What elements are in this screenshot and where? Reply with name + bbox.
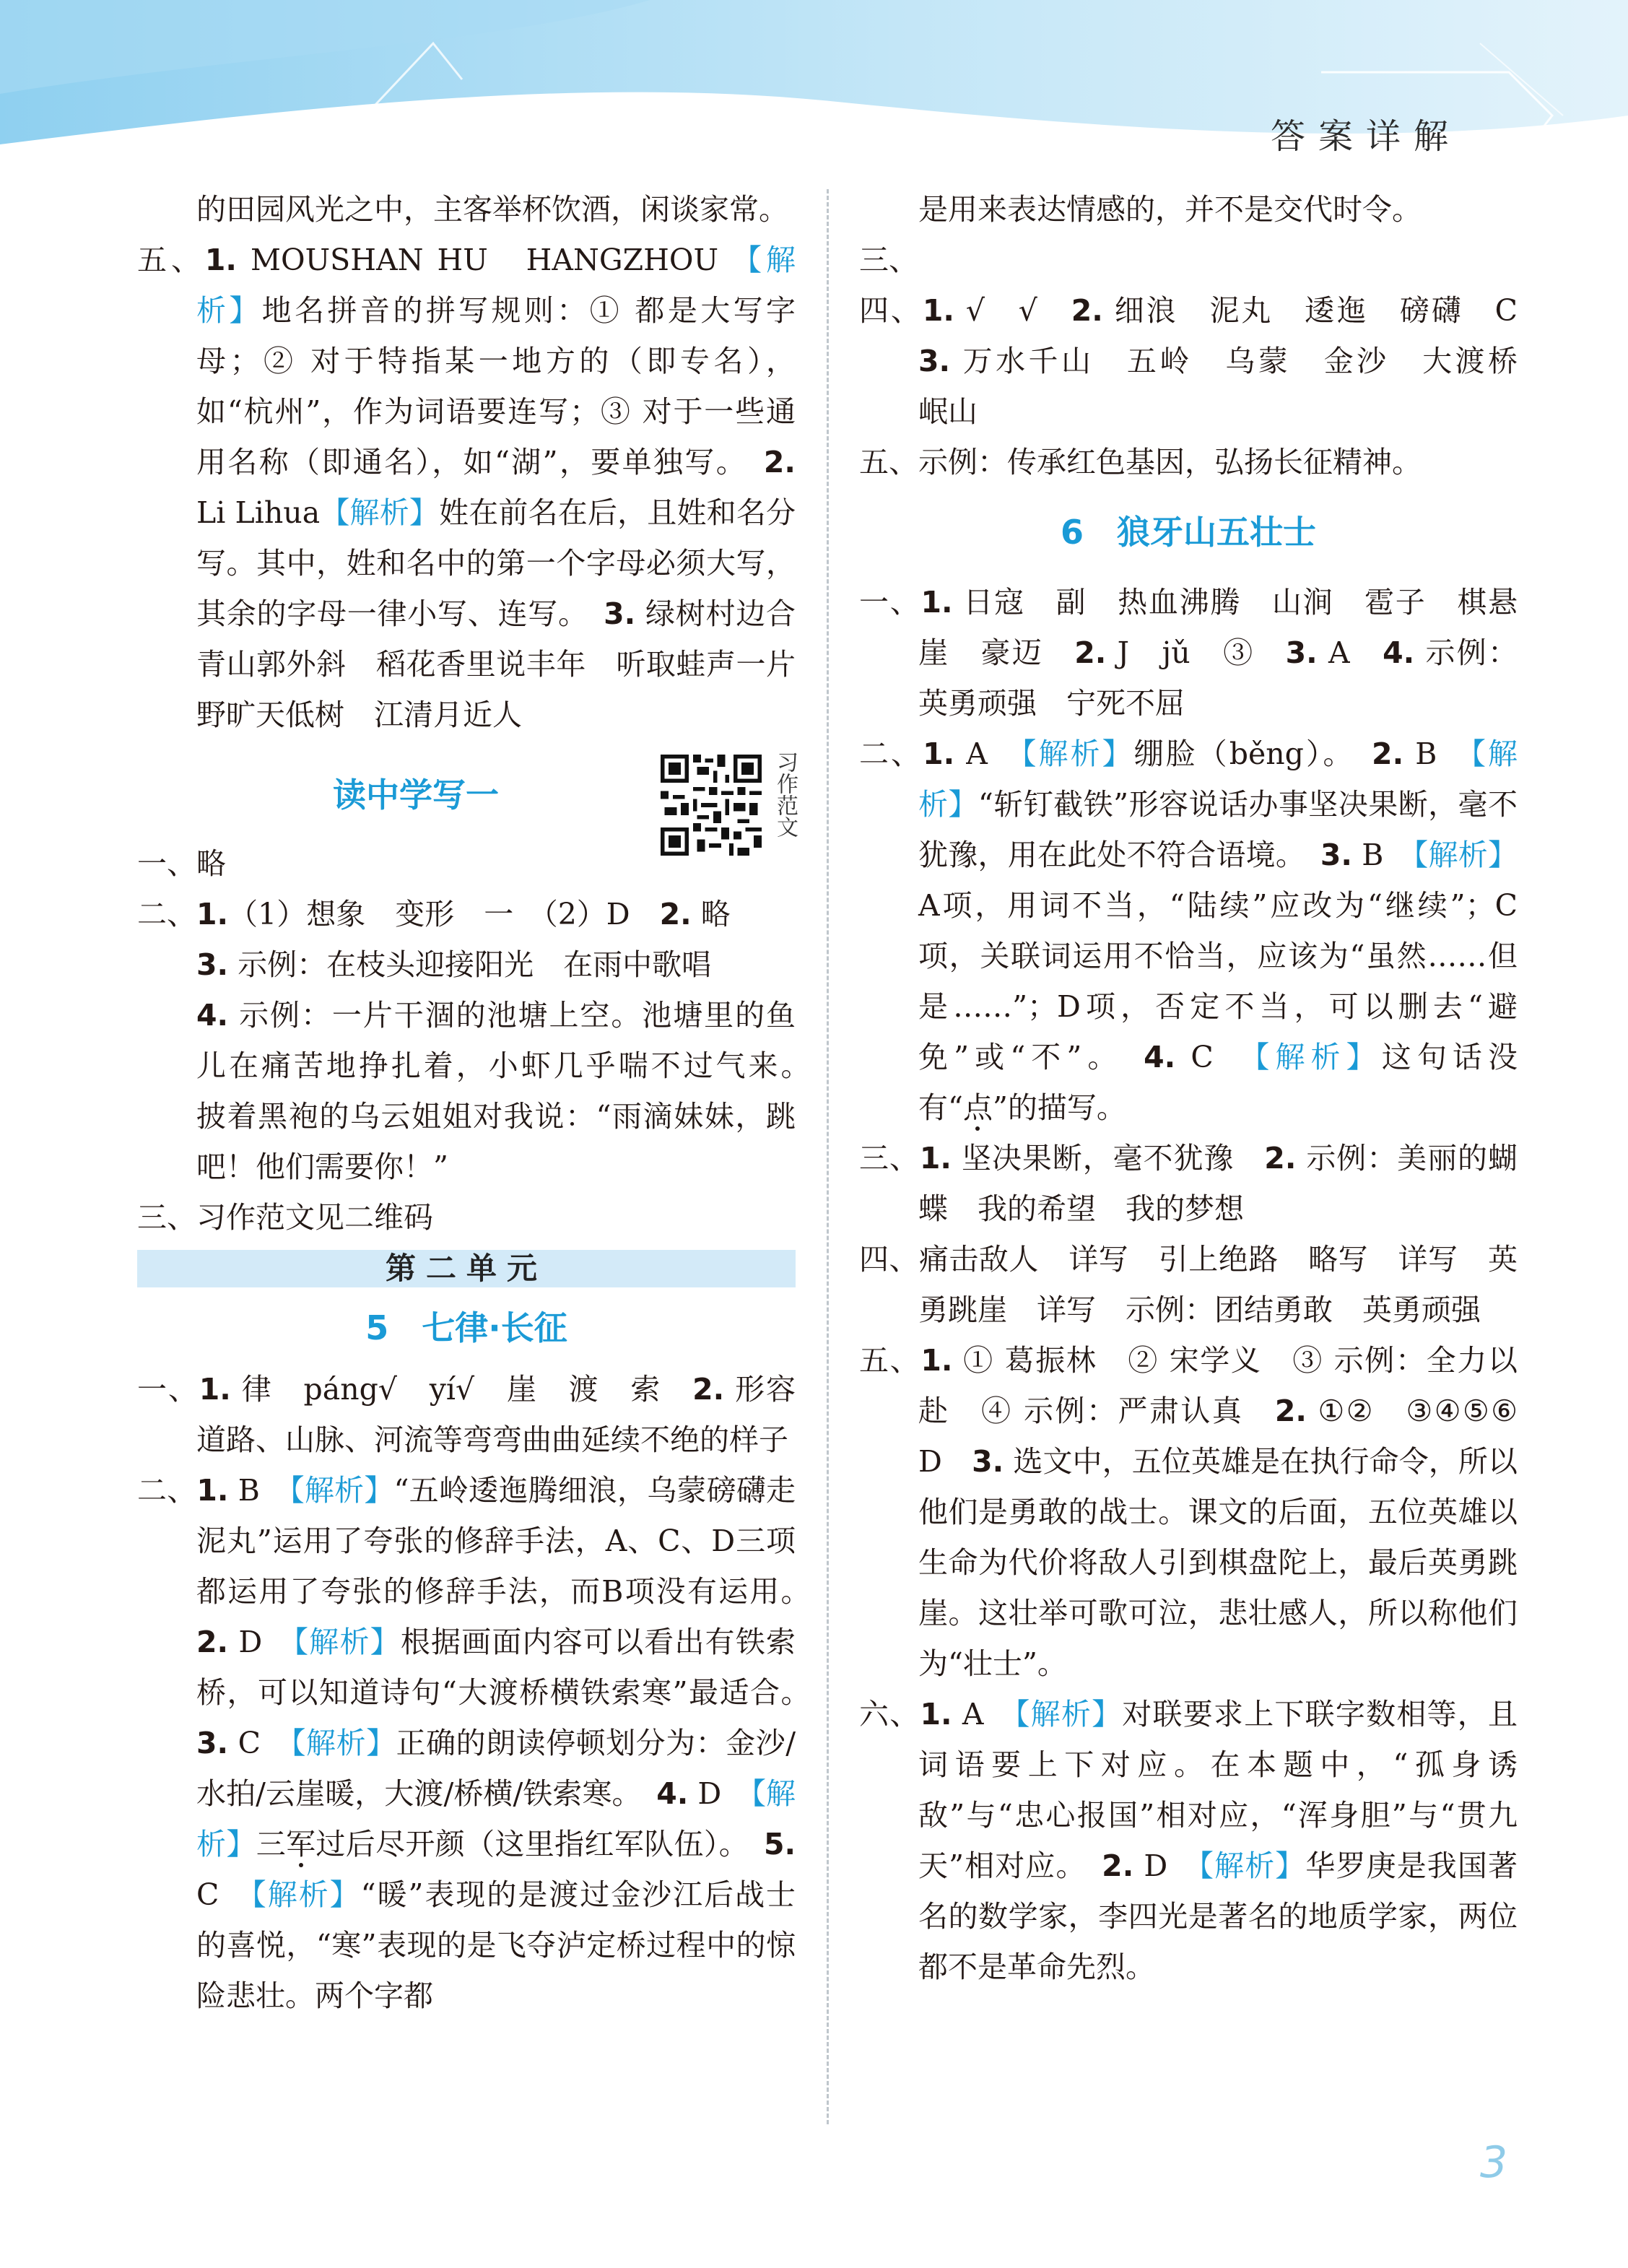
page-header	[0, 0, 1628, 195]
left-continuation: 的田园风光之中，主客举杯饮酒，闲谈家常。	[196, 192, 788, 227]
answer-san-right: 三、	[859, 243, 918, 277]
qr-code	[661, 755, 762, 856]
analysis-tag: 【解析】	[1413, 838, 1518, 872]
lesson6-answer-si: 四、痛击敌人 详写 引上绝路 略写 详写 英勇跳崖 详写 示例：团结勇敢 英勇顽强	[859, 1242, 1518, 1327]
analysis-tag: 【解析】	[196, 243, 796, 328]
qr-code-caption: 习作范文	[772, 751, 798, 838]
qr-code-block	[661, 751, 805, 859]
section-heading-reading-writing: 读中学写一	[333, 775, 499, 814]
right-column	[859, 184, 1547, 1992]
answer-san: 三、习作范文见二维码	[137, 1200, 433, 1235]
analysis-tag: 【解析】	[1198, 1848, 1306, 1883]
answer-si-right: 四、1. √ √ 2. 细浪 泥丸 逶迤 磅礴 C 3. 万水千山 五岭 乌蒙 金沙 大渡桥 岷山	[859, 293, 1547, 429]
analysis-tag: 【解析】	[918, 737, 1518, 822]
lesson6-answer-er: 二、1. A 【解析】绷脸（běng）。 2. B 【解析】“斩钉截铁”形容说话办事坚决果断，毫不犹豫，用在此处不符合语境。 3. B 【解析】A项，用词不当，“陆续”应改为“继续”；C项，关联词运用不恰当，应该为“虽然……但是……”；D项，否定不当，可以删去“避免”或“不”。 4. C 【解析】这句话没有“点”的描写。	[859, 737, 1518, 1125]
header-wave-background	[0, 0, 1628, 195]
analysis-tag: 【解析】	[1254, 1040, 1382, 1074]
page-number: 3	[1480, 2137, 1508, 2188]
analysis-tag: 【解析】	[293, 1625, 401, 1659]
lesson5-answer-er: 二、1. B 【解析】“五岭逶迤腾细浪，乌蒙磅礴走泥丸”运用了夸张的修辞手法，A、C、D三项都运用了夸张的修辞手法，而B项没有运用。 2. D 【解析】根据画面内容可以看出有铁索桥，可以知道诗句“大渡桥横铁索寒”最适合。 3. C 【解析】正确的朗读停顿划分为：金沙/水拍/云崖暖，大渡/桥横/铁索寒。 4. D 【解析】三军过后尽开颜（这里指红军队伍）。 5. C 【解析】“暖”表现的是渡过金沙江后战士的喜悦，“寒”表现的是飞夺泸定桥过程中的惊险悲壮。两个字都	[137, 1473, 825, 2013]
emphasis-dot-char: 点	[962, 1090, 993, 1125]
lesson-heading-6: 6 狼牙山五壮士	[1060, 513, 1316, 552]
lesson6-answer-wu: 五、1. ① 葛振林 ② 宋学义 ③ 示例：全力以赴 ④ 示例：严肃认真 2. ①② ③④⑤⑥ D 3. 选文中，五位英雄是在执行命令，所以他们是勇敢的战士。课文的后面，五位英雄以生命为代价将敌人引到棋盘陀上，最后英勇跳崖。这壮举可歌可泣，悲壮感人，所以称他们为“壮士”。	[859, 1343, 1547, 1681]
analysis-tag: 【解析】	[196, 1776, 796, 1861]
answer-yi: 一、略	[137, 846, 226, 881]
header-title: 答案详解	[1271, 116, 1462, 157]
answer-er: 二、1.（1）想象 变形 一 （2）D 2. 略 3. 示例：在枝头迎接阳光 在雨中歌唱 4. 示例：一片干涸的池塘上空。池塘里的鱼儿在痛苦地挣扎着，小虾几乎喘不过气来。 披着黑袍的乌云姐姐对我说：“雨滴妹妹，跳吧！他们需要你！”	[137, 897, 825, 1184]
right-continuation: 是用来表达情感的，并不是交代时令。	[918, 192, 1422, 227]
analysis-tag: 【解析】	[1021, 737, 1134, 771]
analysis-tag: 【解析】	[291, 1726, 396, 1760]
lesson5-answer-yi: 一、1. 律 páng√ yí√ 崖 渡 索 2. 形容道路、山脉、河流等弯弯曲曲延续不绝的样子	[137, 1372, 796, 1457]
unit-banner: 第二单元	[137, 1250, 796, 1287]
lesson6-answer-yi: 一、1. 日寇 副 热血沸腾 山涧 雹子 棋悬崖 豪迈 2. J jǔ ③ 3. A 4. 示例：英勇顽强 宁死不屈	[859, 585, 1518, 721]
lesson6-answer-san: 三、1. 坚决果断，毫不犹豫 2. 示例：美丽的蝴蝶 我的希望 我的梦想	[859, 1141, 1518, 1226]
answer-wu-right: 五、示例：传承红色基因，弘扬长征精神。	[859, 445, 1422, 479]
column-divider	[827, 189, 829, 2124]
analysis-tag: 【解析】	[290, 1473, 394, 1508]
answer-wu: 五、1. MOUSHAN HU HANGZHOU 【解析】地名拼音的拼写规则：① 都是大写字母；② 对于特指某一地方的（即专名），如“杭州”，作为词语要连写；③ 对于一些通用名称（即通名），如“湖”，要单独写。 2. Li Lihua【解析】姓在前名在后，且姓和名分写。其中，姓和名中的第一个字母必须大写，其余的字母一律小写、连写。 3. 绿树村边合 青山郭外斜 稻花香里说丰年 听取蛙声一片 野旷天低树 江清月近人	[137, 243, 825, 732]
lesson6-answer-liu: 六、1. A 【解析】对联要求上下联字数相等，且词语要上下对应。在本题中，“孤身诱敌”与“忠心报国”相对应，“浑身胆”与“贯九天”相对应。 2. D 【解析】华罗庚是我国著名的数学家，李四光是著名的地质学家，两位都不是革命先烈。	[859, 1697, 1518, 1984]
analysis-tag: 【解析】	[251, 1877, 361, 1912]
left-column	[137, 184, 825, 2021]
analysis-tag: 【解析】	[1014, 1697, 1123, 1732]
analysis-tag: 【解析】	[320, 495, 440, 530]
emphasis-dot-char: 军	[286, 1827, 316, 1861]
lesson-heading-5: 5 七律·长征	[365, 1308, 567, 1347]
